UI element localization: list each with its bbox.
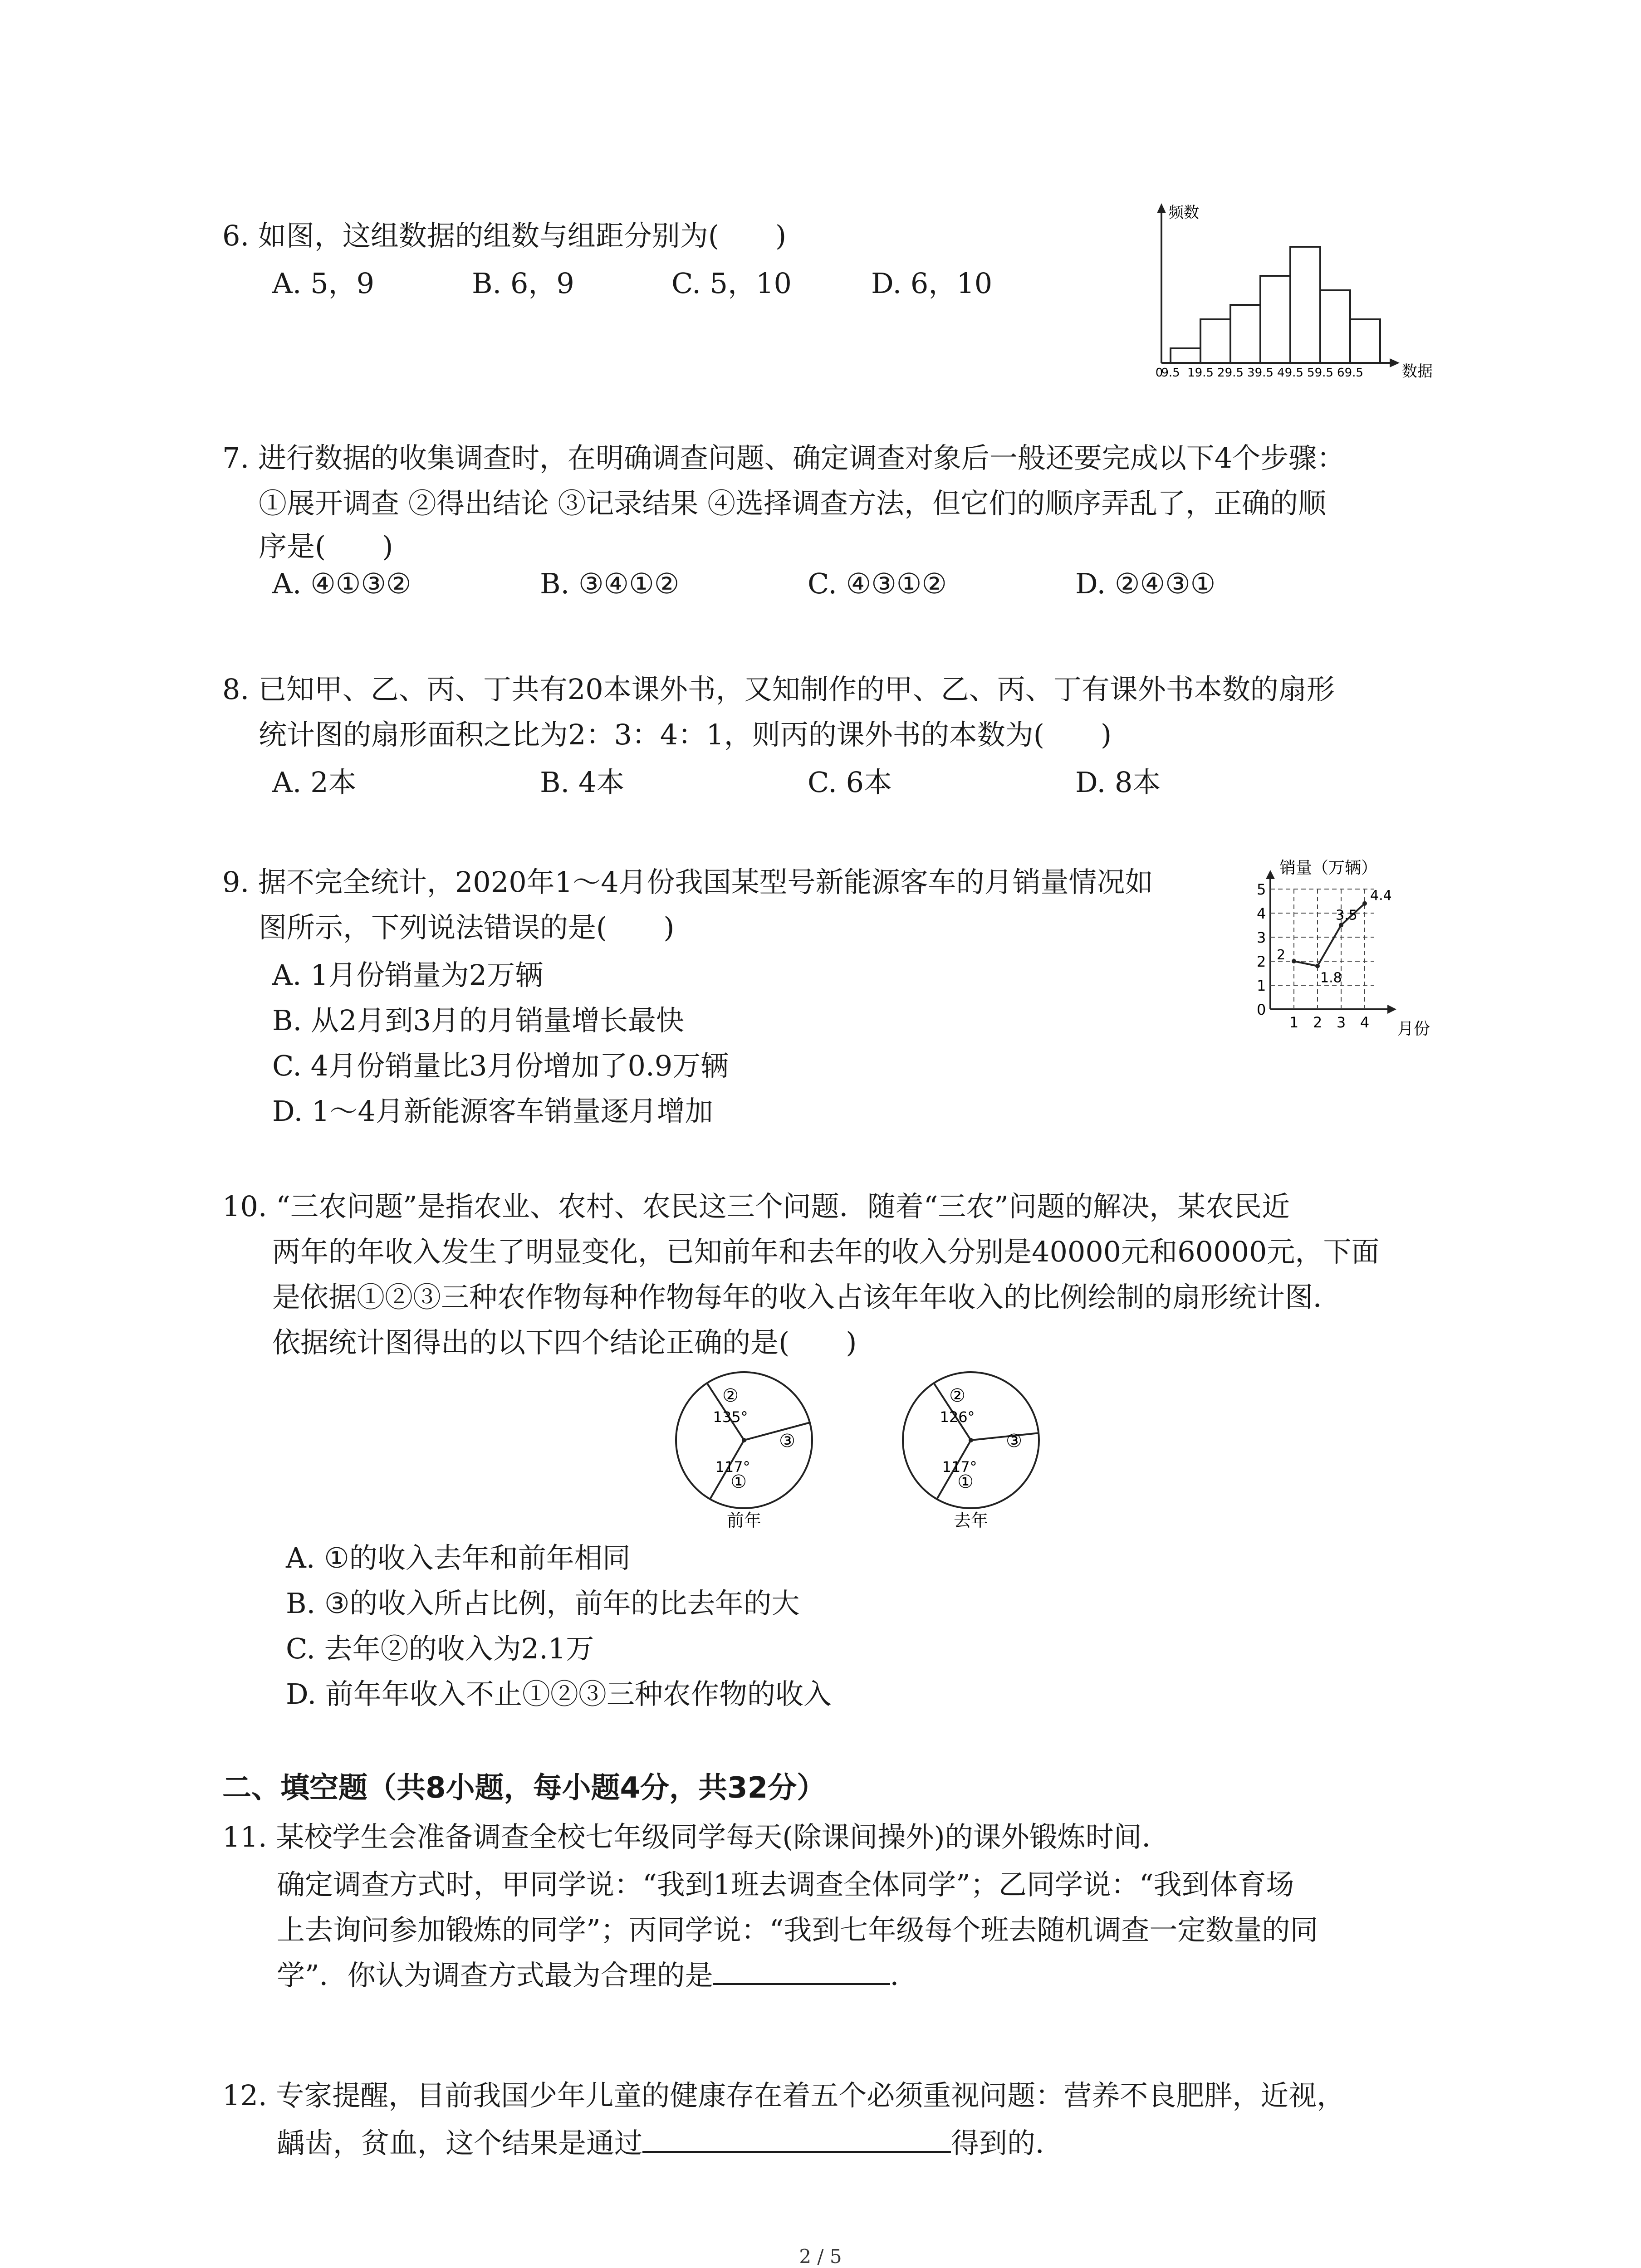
q8-line-2: 统计图的扇形面积之比为2：3：4：1，则丙的课外书的本数为( ): [259, 718, 1112, 751]
q10-option-c[interactable]: C. 去年②的收入为2.1万: [286, 1632, 594, 1665]
hist-tick-label: 29.5: [1217, 366, 1244, 380]
pie-angle-label: 126°: [940, 1408, 975, 1426]
line-y-tick: 0: [1257, 1001, 1266, 1018]
q7-option-a[interactable]: A. ④①③②: [272, 567, 411, 600]
sales-point: [1315, 964, 1320, 968]
q7-line-3: 序是( ): [259, 530, 393, 563]
hist-bar: [1290, 247, 1320, 363]
q6-option-d[interactable]: D. 6，10: [871, 267, 993, 300]
line-x-tick: 4: [1360, 1014, 1370, 1031]
q8-option-b[interactable]: B. 4本: [540, 766, 625, 799]
line-x-tick: 2: [1313, 1014, 1323, 1031]
line-ylabel: 销量（万辆）: [1279, 859, 1378, 877]
sales-data-label: 1.8: [1320, 970, 1342, 986]
pie-slice-label: ①: [957, 1471, 974, 1492]
pie-title-0: 前年: [726, 1510, 762, 1530]
pie-angle-label: 117°: [715, 1458, 750, 1476]
hist-tick-label: 39.5: [1247, 366, 1274, 380]
q8-line-1: 8. 已知甲、乙、丙、丁共有20本课外书，又知制作的甲、乙、丙、丁有课外书本数的扇形: [222, 673, 1335, 706]
q12-line-2-end: 得到的．: [951, 2126, 1064, 2160]
q12-line-1: 12. 专家提醒，目前我国少年儿童的健康存在着五个必须重视问题：营养不良肥胖，近视，: [222, 2079, 1345, 2112]
q10-option-a[interactable]: A. ①的收入去年和前年相同: [286, 1541, 631, 1574]
line-y-tick: 1: [1257, 977, 1266, 994]
q11-line-4-end: ．: [890, 1959, 918, 1992]
line-xlabel: 月份: [1397, 1020, 1430, 1038]
hist-bar: [1200, 319, 1230, 363]
section-2-title: 二、填空题（共8小题，每小题4分，共32分）: [222, 1771, 826, 1805]
q7-line-1: 7. 进行数据的收集调查时，在明确调查问题、确定调查对象后一般还要完成以下4个步骤：: [222, 441, 1345, 474]
q9-line-2: 图所示，下列说法错误的是( ): [259, 911, 675, 944]
pie-center: [969, 1438, 973, 1442]
pie-slice-label: ③: [1006, 1431, 1022, 1452]
sales-data-label: 4.4: [1370, 887, 1392, 904]
hist-xlabel: 数据: [1402, 362, 1433, 381]
q12-line-2: [277, 2121, 1063, 2161]
hist-bar: [1320, 290, 1350, 363]
q10-line-1: 10. “三农问题”是指农业、农村、农民这三个问题．随着“三农”问题的解决，某农民近: [222, 1190, 1290, 1223]
hist-tick-label: 9.5: [1161, 366, 1180, 380]
q10-line-3: 是依据①②③三种农作物每种作物每年的收入占该年年收入的比例绘制的扇形统计图．: [272, 1281, 1342, 1314]
hist-bar: [1260, 276, 1290, 363]
q9-line-1: 9. 据不完全统计，2020年1～4月份我国某型号新能源客车的月销量情况如: [222, 865, 1153, 899]
pie-slice-edge: [971, 1433, 1038, 1440]
hist-tick-label: 49.5: [1277, 366, 1303, 380]
q10-line-4: 依据统计图得出的以下四个结论正确的是( ): [272, 1326, 857, 1359]
hist-ylabel: 频数: [1168, 204, 1199, 222]
hist-tick-label: 59.5: [1307, 366, 1333, 380]
pie-slice-label: ③: [779, 1431, 795, 1452]
pie-slice-label: ②: [949, 1385, 965, 1406]
line-x-tick: 1: [1289, 1014, 1299, 1031]
q11-answer-blank[interactable]: [713, 1956, 890, 1985]
pie-slice-label: ①: [730, 1471, 747, 1492]
q9-option-d[interactable]: D. 1～4月新能源客车销量逐月增加: [272, 1095, 713, 1128]
pie-slice-edge: [744, 1422, 810, 1440]
q8-option-a[interactable]: A. 2本: [272, 766, 357, 799]
pie-angle-label: 117°: [942, 1458, 977, 1476]
pie-charts: [649, 1361, 1080, 1542]
q7-line-2: ①展开调查 ②得出结论 ③记录结果 ④选择调查方法，但它们的顺序弄乱了，正确的顺: [259, 487, 1327, 520]
sales-data-label: 2: [1277, 947, 1286, 963]
q7-option-c[interactable]: C. ④③①②: [808, 567, 947, 600]
histogram-chart: [1134, 195, 1452, 386]
q11-line-4-text: 学”．你认为调查方式最为合理的是: [277, 1959, 713, 1992]
hist-bar: [1171, 348, 1200, 363]
q6-option-b[interactable]: B. 6，9: [472, 267, 574, 300]
sales-data-label: 3.5: [1336, 907, 1357, 924]
pie-slice-label: ②: [722, 1385, 739, 1406]
sales-line-chart: [1234, 848, 1447, 1048]
hist-bar: [1350, 319, 1380, 363]
q9-option-c[interactable]: C. 4月份销量比3月份增加了0.9万辆: [272, 1049, 729, 1082]
q8-option-c[interactable]: C. 6本: [808, 766, 892, 799]
hist-bar: [1230, 305, 1260, 363]
q12-line-2-text: 龋齿，贫血，这个结果是通过: [277, 2126, 643, 2160]
pie-title-1: 去年: [953, 1510, 989, 1530]
sales-point: [1362, 901, 1367, 906]
q9-option-a[interactable]: A. 1月份销量为2万辆: [272, 958, 544, 992]
q8-option-d[interactable]: D. 8本: [1075, 766, 1161, 799]
q11-line-3: 上去询问参加锻炼的同学”；丙同学说：“我到七年级每个班去随机调查一定数量的同: [277, 1913, 1318, 1946]
q10-line-2: 两年的年收入发生了明显变化，已知前年和去年的收入分别是40000元和60000元，下面: [272, 1235, 1380, 1268]
q11-line-2: 确定调查方式时，甲同学说：“我到1班去调查全体同学”；乙同学说：“我到体育场: [277, 1868, 1294, 1901]
page-number: 2 / 5: [799, 2245, 842, 2268]
pie-center: [742, 1438, 746, 1442]
line-y-tick: 5: [1257, 881, 1266, 898]
sales-point: [1339, 923, 1343, 928]
pie-angle-label: 135°: [713, 1408, 748, 1426]
line-y-tick: 4: [1257, 905, 1266, 922]
q6-option-a[interactable]: A. 5，9: [272, 267, 375, 300]
q10-option-b[interactable]: B. ③的收入所占比例，前年的比去年的大: [286, 1587, 800, 1620]
q9-option-b[interactable]: B. 从2月到3月的月销量增长最快: [272, 1004, 684, 1037]
sales-point: [1292, 959, 1296, 963]
q10-option-d[interactable]: D. 前年年收入不止①②③三种农作物的收入: [286, 1677, 832, 1711]
q12-answer-blank[interactable]: [642, 2124, 951, 2153]
line-y-tick: 3: [1257, 929, 1266, 946]
q6-option-c[interactable]: C. 5，10: [671, 267, 792, 300]
q7-option-d[interactable]: D. ②④③①: [1075, 567, 1216, 600]
q11-line-4: [277, 1953, 918, 1993]
q11-line-1: 11. 某校学生会准备调查全校七年级同学每天(除课间操外)的课外锻炼时间．: [222, 1820, 1170, 1853]
hist-tick-label: 0: [1155, 366, 1163, 380]
line-y-tick: 2: [1257, 953, 1266, 970]
q7-option-b[interactable]: B. ③④①②: [540, 567, 680, 600]
q6-stem: 6. 如图，这组数据的组数与组距分别为( ): [222, 219, 787, 252]
hist-tick-label: 69.5: [1337, 366, 1363, 380]
hist-tick-label: 19.5: [1187, 366, 1214, 380]
line-x-tick: 3: [1336, 1014, 1346, 1031]
